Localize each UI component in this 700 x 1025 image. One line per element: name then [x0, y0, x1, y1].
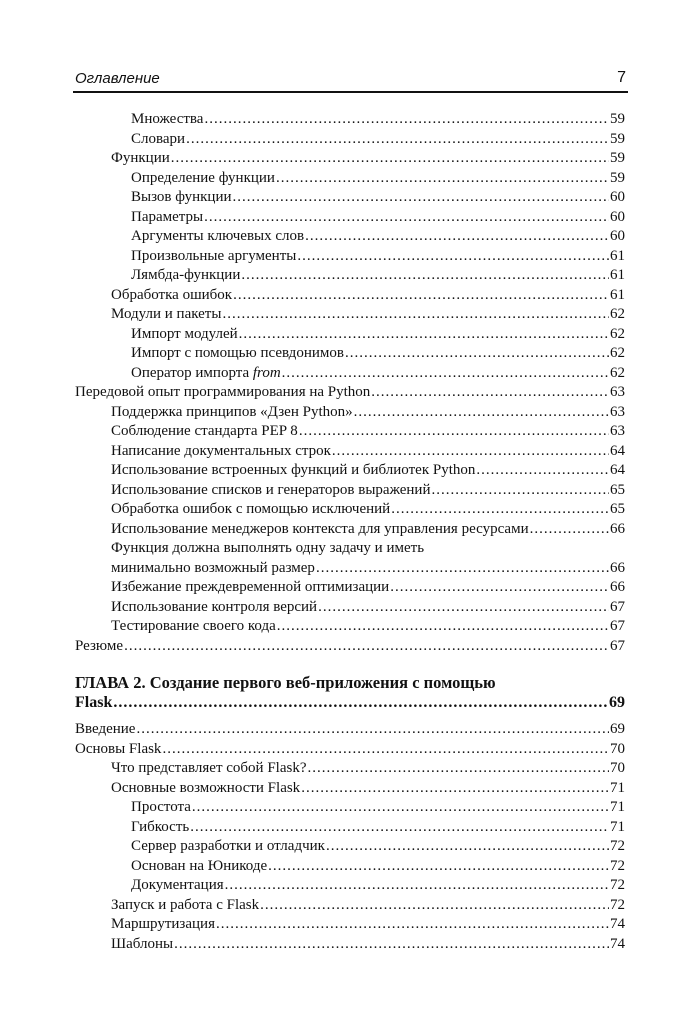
toc-entry-page: 61: [610, 286, 625, 303]
toc-entry[interactable]: [111, 935, 625, 954]
toc-entry-title: [131, 364, 281, 383]
dot-leader: [332, 442, 609, 461]
toc-entry-title-text: Поддержка принципов «Дзен Python»: [111, 403, 353, 420]
toc-entry-title-text: Использование менеджеров контекста для управления ресурсами: [111, 520, 529, 537]
toc-entry-title: [131, 208, 203, 227]
dot-leader: [297, 247, 609, 266]
toc-entry-title: [111, 286, 232, 305]
toc-entry-title: [131, 110, 203, 129]
toc-entry-page: 74: [610, 935, 625, 952]
toc-entry-title-text: Импорт с помощью псевдонимов: [131, 345, 344, 361]
toc-entry-title: [111, 403, 353, 422]
toc-entry-title-text: Словари: [131, 130, 186, 147]
toc-entry-title-text: Запуск и работа с Flask: [111, 896, 260, 913]
toc-entry-page: 65: [610, 481, 625, 498]
toc-entry-title-text: Сервер разработки и отладчик: [131, 838, 325, 854]
toc-entry-page: 62: [610, 345, 625, 361]
toc-entry-page: 70: [610, 740, 625, 757]
toc-entry[interactable]: [111, 500, 625, 519]
toc-entry[interactable]: [75, 740, 625, 759]
dot-leader: [530, 520, 609, 539]
toc-entry-title: [75, 383, 370, 402]
toc-entry-title: [111, 915, 215, 934]
toc-entry-page: 66: [610, 559, 625, 576]
toc-entry-page: 72: [610, 877, 625, 893]
dot-leader: [371, 383, 609, 402]
toc-entry-title: [131, 837, 325, 856]
toc-entry-page: 72: [610, 838, 625, 854]
toc-entry-page: 74: [610, 916, 625, 932]
chapter-title-line1: ГЛАВА 2. Создание первого веб-приложения с помощью: [75, 673, 496, 692]
toc-entry-title: [111, 422, 298, 441]
toc-entry-page: 71: [610, 799, 625, 815]
toc-entry-page: 70: [610, 760, 625, 776]
dot-leader: [276, 169, 609, 188]
toc-entry-page: 60: [610, 189, 625, 205]
dot-leader: [174, 935, 609, 954]
toc-entry[interactable]: [111, 578, 625, 597]
toc-entry-page: 62: [610, 364, 625, 381]
toc-entry-title-text: Резюме: [75, 637, 124, 654]
toc-entry[interactable]: [111, 422, 625, 441]
dot-leader: [192, 798, 609, 817]
toc-entry-page: 63: [610, 403, 625, 420]
toc-entry-title-text: Параметры: [131, 208, 204, 225]
toc-entry[interactable]: [75, 637, 625, 656]
toc-entry-title: [111, 896, 259, 915]
toc-entry-page: 69: [610, 721, 625, 737]
toc-entry-title-text: Вызов функции: [131, 189, 232, 205]
header-title: Оглавление: [75, 70, 160, 87]
dot-leader: [282, 364, 609, 383]
toc-entry-title-text: Функции: [111, 150, 170, 166]
toc-entry-title-text: Передовой опыт программирования на Python: [75, 384, 371, 400]
dot-leader: [305, 227, 609, 246]
dot-leader: [204, 110, 609, 129]
toc-entry[interactable]: [111, 149, 625, 168]
dot-leader: [186, 130, 609, 149]
toc-entry-title-text: Избежание преждевременной оптимизации: [111, 579, 390, 595]
toc-entry-title-line1: Функция должна выполнять одну задачу и иметь: [111, 540, 425, 556]
toc-entry-title-text: минимально возможный размер: [111, 559, 315, 576]
toc-entry-title: [75, 720, 135, 739]
toc-entry-page: 61: [610, 267, 625, 283]
dot-leader: [268, 857, 609, 876]
toc-entry-title: [111, 461, 475, 480]
toc-entry-title: [111, 442, 331, 461]
dot-leader: [301, 779, 609, 798]
toc-entry[interactable]: [131, 266, 625, 285]
toc-entry-page: 59: [610, 169, 625, 186]
dot-leader: [239, 325, 609, 344]
dot-leader: [233, 188, 610, 207]
toc-entry[interactable]: [75, 383, 625, 402]
toc-entry-page: 72: [610, 896, 625, 913]
dot-leader: [316, 559, 609, 578]
toc-entry-title: [131, 227, 304, 246]
toc-entry-title-text: Произвольные аргументы: [131, 247, 297, 264]
dot-leader: [241, 266, 609, 285]
toc-entry-title-text: Оператор импорта: [131, 364, 253, 381]
dot-leader: [162, 740, 609, 759]
toc-entry[interactable]: [131, 837, 625, 856]
toc-entry-title: [75, 740, 161, 759]
dot-leader: [216, 915, 609, 934]
toc-entry-title-text: Гибкость: [131, 818, 190, 835]
dot-leader: [113, 693, 608, 712]
toc-entry-page: 59: [610, 111, 625, 127]
toc-entry-page: 63: [610, 423, 625, 439]
toc-entry-title: [111, 617, 276, 636]
toc-entry[interactable]: [111, 442, 625, 461]
toc-entry-page: 67: [610, 618, 625, 634]
toc-entry[interactable]: [131, 857, 625, 876]
toc-entry-title-text: Импорт модулей: [131, 325, 238, 342]
toc-entry-page: 62: [610, 325, 625, 342]
toc-entry-page: 60: [610, 228, 625, 244]
toc-entry-page: 64: [610, 462, 625, 478]
toc-entry-title: [111, 598, 317, 617]
dot-leader: [326, 837, 609, 856]
toc-entry-title: [111, 305, 221, 324]
toc-entry[interactable]: [131, 169, 625, 188]
toc-entry-title: [131, 266, 240, 285]
toc-entry-page: 71: [610, 779, 625, 796]
toc-entry-title-text: Простота: [131, 799, 191, 815]
toc-entry[interactable]: [131, 325, 625, 344]
toc-entry-title-text: Основы Flask: [75, 740, 162, 757]
toc-entry-title-text: Написание документальных строк: [111, 442, 331, 459]
toc-entry-title: [111, 759, 307, 778]
toc-entry[interactable]: [111, 759, 625, 778]
dot-leader: [476, 461, 609, 480]
dot-leader: [225, 876, 609, 895]
toc-entry-title: [111, 559, 315, 578]
toc-entry-title-text: Что представляет собой Flask?: [111, 760, 307, 776]
dot-leader: [390, 578, 609, 597]
toc-entry-page: 64: [610, 442, 625, 459]
dot-leader: [354, 403, 609, 422]
toc-entry-page: 61: [610, 247, 625, 264]
dot-leader: [222, 305, 609, 324]
toc-entry[interactable]: [111, 403, 625, 422]
toc-entry[interactable]: [111, 305, 625, 324]
toc-entry-title: [111, 578, 389, 597]
dot-leader: [171, 149, 609, 168]
toc-entry-page: 67: [610, 637, 625, 654]
toc-entry-title-text: Тестирование своего кода: [111, 618, 276, 634]
toc-entry-title: [131, 876, 224, 895]
toc-entry[interactable]: [111, 617, 625, 636]
header-page-number: 7: [617, 69, 626, 86]
toc-entry-title-text: Соблюдение стандарта PEP 8: [111, 423, 298, 439]
toc-entry[interactable]: [111, 286, 625, 305]
toc-entry-title-text: Основан на Юникоде: [131, 857, 268, 874]
toc-entry[interactable]: [131, 110, 625, 129]
toc-entry[interactable]: [111, 896, 625, 915]
toc-entry-title-text: Аргументы ключевых слов: [131, 228, 305, 244]
toc-entry[interactable]: [111, 779, 625, 798]
toc-entry-title: [131, 169, 275, 188]
toc-entry-page: 67: [610, 598, 625, 615]
dot-leader: [299, 422, 609, 441]
toc-entry-title-text: Обработка ошибок с помощью исключений: [111, 501, 391, 517]
dot-leader: [260, 896, 609, 915]
toc-entry-title-text: Введение: [75, 721, 136, 737]
dot-leader: [345, 344, 609, 363]
dot-leader: [124, 637, 609, 656]
toc-entry-title-text: Документация: [131, 877, 224, 893]
toc-entry-page: 72: [610, 857, 625, 874]
toc-entry[interactable]: [131, 798, 625, 817]
toc-entry[interactable]: [75, 720, 625, 739]
toc-entry-title: [131, 344, 344, 363]
toc-entry-page: 63: [610, 384, 625, 400]
toc-entry-title: [131, 325, 238, 344]
chapter-title-line2: Flask: [75, 694, 113, 711]
toc-entry-title: [75, 637, 123, 656]
running-header: [73, 69, 628, 93]
toc-entry-page: 60: [610, 208, 625, 225]
dot-leader: [318, 598, 609, 617]
toc-entry-title-italic: from: [252, 364, 281, 381]
toc-entry-title-text: Определение функции: [131, 169, 275, 186]
toc-entry-title-text: Множества: [131, 111, 204, 127]
chapter-page: 69: [609, 694, 625, 711]
toc-entry[interactable]: [131, 344, 625, 363]
toc-entry[interactable]: [131, 876, 625, 895]
toc-entry[interactable]: [131, 188, 625, 207]
toc-entry-title: [111, 520, 529, 539]
toc-entry-page: 59: [610, 150, 625, 166]
toc-entry-page: 66: [610, 520, 625, 537]
toc-entry[interactable]: [111, 915, 625, 934]
toc-entry[interactable]: [111, 559, 625, 578]
toc-entry[interactable]: [111, 598, 625, 617]
toc-entry[interactable]: [131, 247, 625, 266]
toc-entry-title-text: Использование встроенных функций и библиотек Python: [111, 462, 476, 478]
toc-entry-title-text: Основные возможности Flask: [111, 779, 301, 796]
toc-entry-title: [131, 818, 189, 837]
toc-entry-title: [111, 500, 390, 519]
toc-entry-title-text: Использование контроля версий: [111, 598, 318, 615]
toc-entry-title: [111, 935, 173, 954]
toc-entry-page: 66: [610, 579, 625, 595]
toc-entry-title-text: Лямбда-функции: [131, 267, 241, 283]
chapter-entry[interactable]: [75, 693, 625, 712]
toc-entry-title: [111, 779, 300, 798]
toc-entry-title: [131, 188, 232, 207]
toc-entry-title: [111, 481, 430, 500]
dot-leader: [431, 481, 609, 500]
dot-leader: [190, 818, 609, 837]
toc-entry-title-text: Использование списков и генераторов выражений: [111, 481, 431, 498]
toc-entry[interactable]: [111, 461, 625, 480]
dot-leader: [391, 500, 609, 519]
toc-entry-title-text: Обработка ошибок: [111, 286, 233, 303]
toc-entry-page: 62: [610, 306, 625, 322]
toc-entry-page: 59: [610, 130, 625, 147]
toc-entry-page: 65: [610, 501, 625, 517]
dot-leader: [136, 720, 609, 739]
toc-entry-title: [131, 857, 267, 876]
toc-entry-title-text: Шаблоны: [111, 935, 174, 952]
toc-entry-title-text: Маршрутизация: [111, 916, 215, 932]
toc-entry-title: [131, 798, 191, 817]
toc-entry-title-text: Модули и пакеты: [111, 306, 222, 322]
dot-leader: [233, 286, 609, 305]
toc-entry[interactable]: [111, 481, 625, 500]
toc-entry[interactable]: [131, 364, 625, 383]
toc-entry-title: [131, 130, 185, 149]
toc-entry[interactable]: [131, 208, 625, 227]
dot-leader: [277, 617, 609, 636]
toc-entry-title: [111, 149, 170, 168]
toc-entry[interactable]: [131, 130, 625, 149]
toc-entry[interactable]: [111, 520, 625, 539]
toc-entry[interactable]: [131, 227, 625, 246]
chapter-heading: [75, 673, 496, 693]
toc-entry[interactable]: [131, 818, 625, 837]
toc-entry-page: 71: [610, 818, 625, 835]
dot-leader: [308, 759, 610, 778]
dot-leader: [204, 208, 609, 227]
toc-entry-title: [131, 247, 296, 266]
